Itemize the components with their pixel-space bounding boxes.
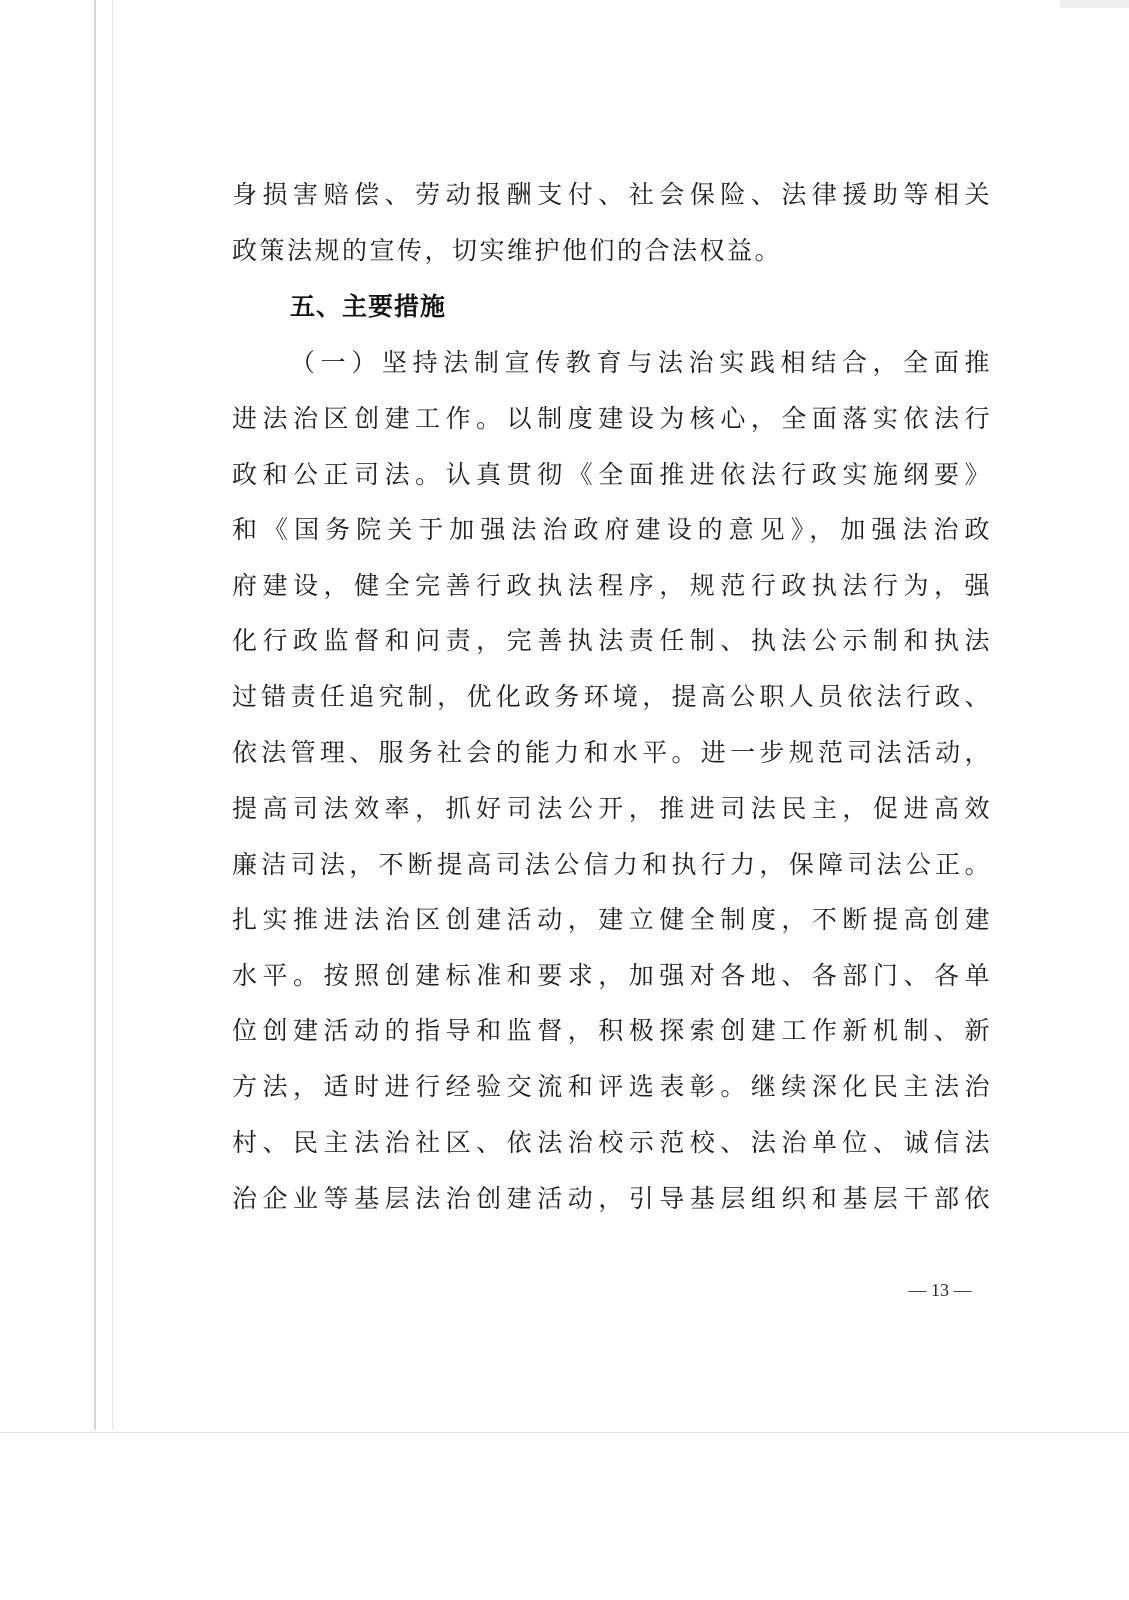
body-line: 廉洁司法，不断提高司法公信力和执行力，保障司法公正。 — [232, 850, 992, 879]
body-line: 进法治区创建工作。以制度建设为核心，全面落实依法行 — [232, 404, 992, 433]
body-line: 提高司法效率，抓好司法公开，推进司法民主，促进高效 — [232, 794, 992, 823]
scan-binding-edge — [94, 0, 96, 1430]
scan-bottom-edge — [0, 1432, 1129, 1433]
body-line: 政策法规的宣传，切实维护他们的合法权益。 — [232, 236, 783, 265]
body-line: 村、民主法治社区、依法治校示范校、法治单位、诚信法 — [232, 1128, 992, 1157]
body-line: 位创建活动的指导和监督，积极探索创建工作新机制、新 — [232, 1016, 992, 1045]
body-line: 化行政监督和问责，完善执法责任制、执法公示制和执法 — [232, 626, 992, 655]
page-number: — 13 — — [908, 1280, 972, 1300]
section-heading: 五、主要措施 — [290, 292, 447, 321]
body-line: 扎实推进法治区创建活动，建立健全制度，不断提高创建 — [232, 905, 992, 934]
body-line: 水平。按照创建标准和要求，加强对各地、各部门、各单 — [232, 961, 992, 990]
scan-binding-edge-inner — [112, 0, 113, 1430]
body-line: 和《国务院关于加强法治政府建设的意见》，加强法治政 — [232, 515, 992, 544]
body-line: 治企业等基层法治创建活动，引导基层组织和基层干部依 — [232, 1184, 992, 1213]
body-line: 府建设，健全完善行政执法程序，规范行政执法行为，强 — [232, 571, 992, 600]
paragraph-first-line: （一）坚持法制宣传教育与法治实践相结合，全面推 — [290, 348, 992, 377]
body-line: 政和公正司法。认真贯彻《全面推进依法行政实施纲要》 — [232, 460, 992, 489]
body-line: 身损害赔偿、劳动报酬支付、社会保险、法律援助等相关 — [232, 180, 992, 209]
body-line: 依法管理、服务社会的能力和水平。进一步规范司法活动， — [232, 738, 992, 767]
scan-top-edge — [1060, 0, 1129, 8]
body-line: 方法，适时进行经验交流和评选表彰。继续深化民主法治 — [232, 1072, 992, 1101]
body-line: 过错责任追究制，优化政务环境，提高公职人员依法行政、 — [232, 682, 992, 711]
